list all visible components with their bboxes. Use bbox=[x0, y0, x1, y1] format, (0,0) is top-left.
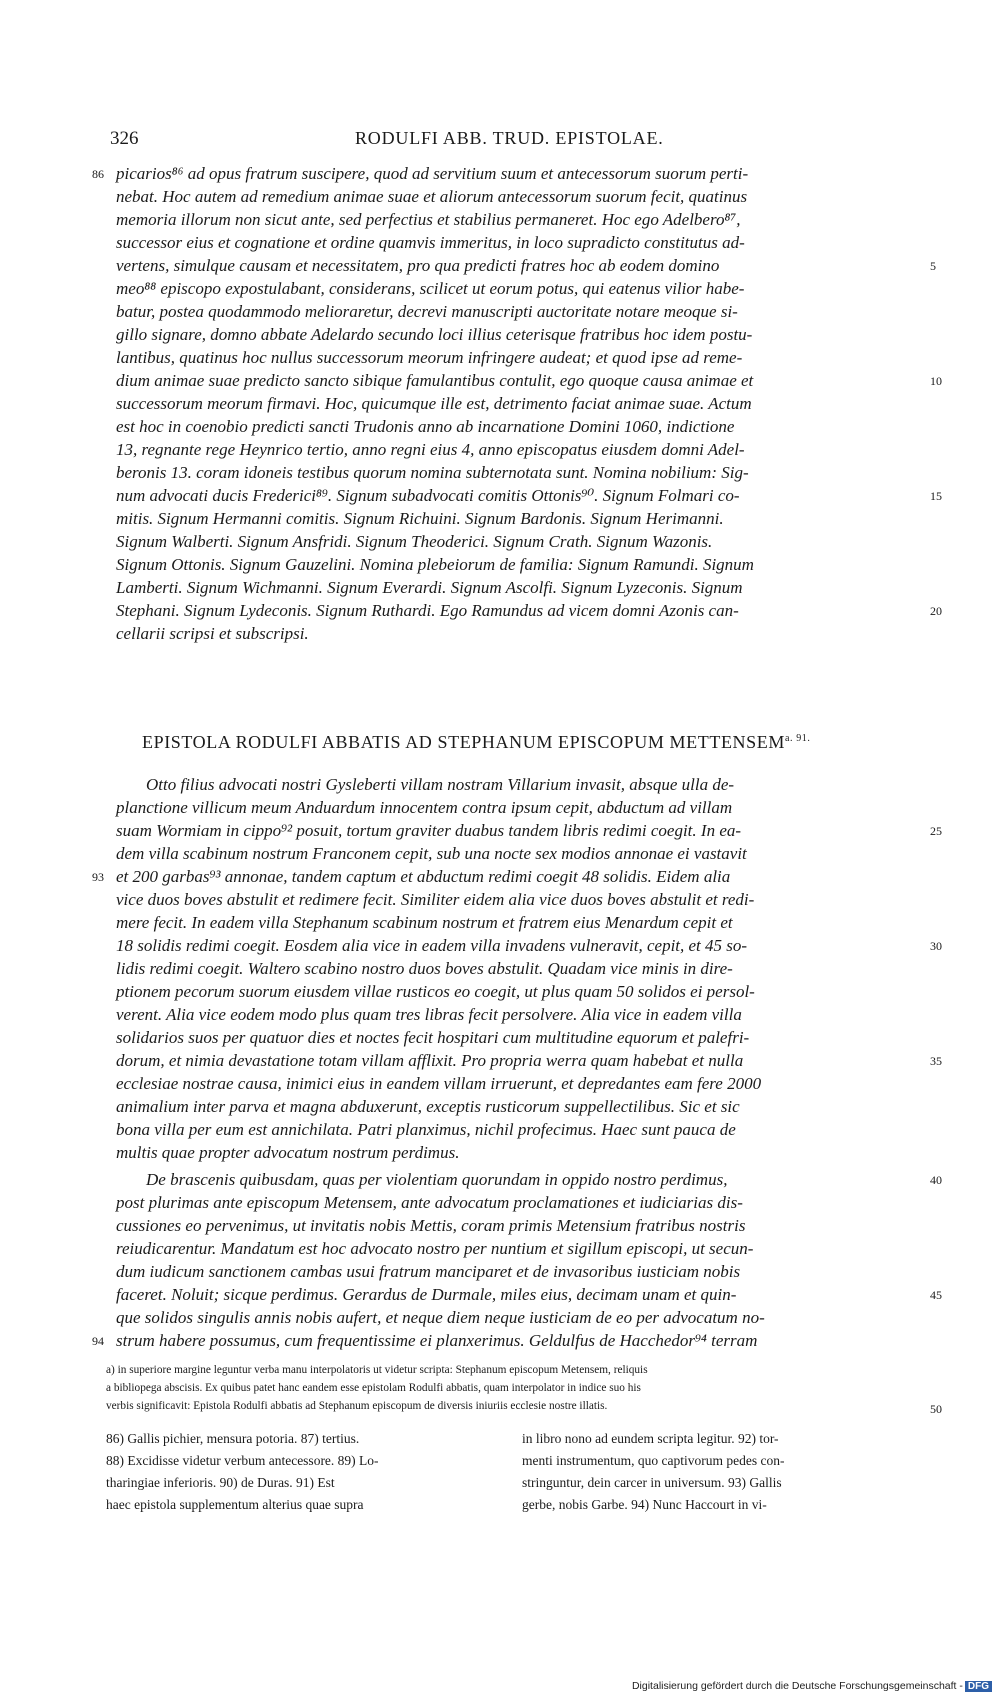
text-line: planctione villicum meum Anduardum innocentem contra ipsum cepit, abductum ad villam bbox=[116, 798, 733, 817]
dfg-logo: DFG bbox=[965, 1681, 992, 1692]
text-line: successorum meorum firmavi. Hoc, quicumque ille est, detrimento faciat animae suae. Actum bbox=[116, 394, 752, 413]
text-line: meo⁸⁸ episcopo expostulabant, considerans, scilicet ut eorum potus, qui eatenus vilior habe- bbox=[116, 279, 745, 298]
apparatus-line: a bibliopega abscisis. Ex quibus patet hanc eandem esse epistolam Rodulfi abbatis, quam interpolator in indice suo his bbox=[106, 1382, 641, 1394]
line-number: 35 bbox=[930, 1054, 942, 1068]
text-line: memoria illorum non sicut ante, sed perfectius et stabilius permaneret. Hoc ego Adelbero⁸⁷, bbox=[116, 210, 741, 229]
note-line: menti instrumentum, quo captivorum pedes con- bbox=[522, 1453, 785, 1468]
text-line: dum iudicum sanctionem cambas usui fratrum manciparet et de invasoribus iusticiam nobis bbox=[116, 1262, 741, 1281]
note-line: haec epistola supplementum alterius quae supra bbox=[106, 1497, 364, 1512]
text-line: vice duos boves abstulit et redimere fecit. Similiter eidem alia vice duos boves abstulit et redi- bbox=[116, 890, 755, 909]
text-line: reiudicarentur. Mandatum est hoc advocato nostro per nuntium et sigillum episcopi, ut secun- bbox=[116, 1239, 754, 1258]
note-line: tharingiae inferioris. 90) de Duras. 91) Est bbox=[106, 1475, 335, 1490]
digitization-credit bbox=[632, 1680, 992, 1692]
text-line: De brascenis quibusdam, quas per violentiam quorundam in oppido nostro perdimus, bbox=[146, 1170, 728, 1189]
text-line: 18 solidis redimi coegit. Eosdem alia vice in eadem villa invadens vulneravit, cepit, et 45 so- bbox=[116, 936, 748, 955]
text-line: cussiones eo pervenimus, ut invitatis nobis Mettis, coram primis Metensium fratribus nostris bbox=[116, 1216, 746, 1235]
letter-heading bbox=[142, 732, 811, 753]
note-line: 88) Excidisse videtur verbum antecessore. 89) Lo- bbox=[106, 1453, 379, 1468]
note-line: gerbe, nobis Garbe. 94) Nunc Haccourt in vi- bbox=[522, 1497, 767, 1512]
text-line: nebat. Hoc autem ad remedium animae suae et aliorum antecessorum suorum fecit, quatinus bbox=[116, 187, 748, 206]
text-line: faceret. Noluit; sicque perdimus. Gerardus de Durmale, miles eius, decimam unam et quin- bbox=[116, 1285, 737, 1304]
heading-superscript: a. 91. bbox=[784, 733, 811, 744]
apparatus-line: a) in superiore margine leguntur verba manu interpolatoris ut videtur scripta: Stephanum episcopum Metensem, reliquis bbox=[106, 1364, 648, 1376]
text-line: est hoc in coenobio predicti sancti Trudonis anno ab incarnatione Domini 1060, indictione bbox=[116, 417, 735, 436]
text-line: vertens, simulque causam et necessitatem, pro qua predicti fratres hoc ab eodem domino bbox=[116, 256, 720, 275]
left-margin-note-ref: 93 bbox=[92, 870, 104, 884]
line-number: 10 bbox=[930, 374, 942, 388]
line-number: 45 bbox=[930, 1288, 942, 1302]
credit-text: Digitalisierung gefördert durch die Deutsche Forschungsgemeinschaft - bbox=[631, 1680, 963, 1692]
text-line: strum habere possumus, cum frequentissime ei planxerimus. Geldulfus de Hacchedor⁹⁴ terram bbox=[116, 1331, 758, 1350]
text-line: batur, postea quodammodo melioraretur, decrevi manuscripti auctoritate notare meoque si- bbox=[116, 302, 738, 321]
text-line: lantibus, quatinus hoc nullus successorum meorum infringere audeat; et quod ipse ad reme- bbox=[116, 348, 743, 367]
left-margin-note-ref: 94 bbox=[92, 1334, 104, 1348]
heading-text: EPISTOLA RODULFI ABBATIS AD STEPHANUM EPISCOPUM METTENSEM bbox=[142, 732, 785, 752]
text-line: Lamberti. Signum Wichmanni. Signum Everardi. Signum Ascolfi. Signum Lyzeconis. Signum bbox=[116, 578, 743, 597]
text-line: mere fecit. In eadem villa Stephanum scabinum nostrum et fratrem eius Menardum cepit et bbox=[116, 913, 733, 932]
apparatus-line: verbis significavit: Epistola Rodulfi abbatis ad Stephanum episcopum de diversis iniuriis ecclesie nostre illatis. bbox=[106, 1400, 608, 1412]
text-line: num advocati ducis Frederici⁸⁹. Signum subadvocati comitis Ottonis⁹⁰. Signum Folmari co- bbox=[116, 486, 740, 505]
note-line: 86) Gallis pichier, mensura potoria. 87) tertius. bbox=[106, 1431, 360, 1446]
text-line: beronis 13. coram idoneis testibus quorum nomina subternotata sunt. Nomina nobilium: Sig- bbox=[116, 463, 749, 482]
line-number: 50 bbox=[930, 1402, 942, 1416]
line-number: 25 bbox=[930, 824, 942, 838]
text-line: mitis. Signum Hermanni comitis. Signum Richuini. Signum Bardonis. Signum Herimanni. bbox=[116, 509, 724, 528]
text-line: dorum, et nimia devastatione totam villam afflixit. Pro propria werra quam habebat et nulla bbox=[116, 1051, 744, 1070]
text-line: picarios⁸⁶ ad opus fratrum suscipere, quod ad servitium suum et antecessorum suorum perti- bbox=[116, 164, 749, 183]
left-margin-note-ref: 86 bbox=[92, 167, 104, 181]
line-number: 20 bbox=[930, 604, 942, 618]
text-line: gillo signare, domno abbate Adelardo secundo loci illius ceterisque fratribus hoc idem postu- bbox=[116, 325, 753, 344]
text-line: verent. Alia vice eodem modo plus quam tres libras fecit persolvere. Alia vice in eadem villa bbox=[116, 1005, 742, 1024]
text-line: cellarii scripsi et subscripsi. bbox=[116, 624, 309, 643]
line-number: 40 bbox=[930, 1173, 942, 1187]
line-number: 5 bbox=[930, 259, 936, 273]
text-line: Signum Ottonis. Signum Gauzelini. Nomina plebeiorum de familia: Signum Ramundi. Signum bbox=[116, 555, 754, 574]
text-line: et 200 garbas⁹³ annonae, tandem captum et abductum redimi coegit 48 solidis. Eidem alia bbox=[116, 867, 731, 886]
text-line: lidis redimi coegit. Waltero scabino nostro duos boves abstulit. Quadam vice minis in dire- bbox=[116, 959, 733, 978]
line-number: 15 bbox=[930, 489, 942, 503]
text-line: 13, regnante rege Heynrico tertio, anno regni eius 4, anno episcopatus eiusdem domni Adel- bbox=[116, 440, 745, 459]
text-line: solidarios suos per quatuor dies et noctes fecit hospitari cum multitudine equorum et palefri- bbox=[116, 1028, 750, 1047]
running-head: RODULFI ABB. TRUD. EPISTOLAE. bbox=[355, 128, 664, 148]
line-number: 30 bbox=[930, 939, 942, 953]
text-line: suam Wormiam in cippo⁹² posuit, tortum graviter duabus tandem libris redimi coegit. In ea- bbox=[116, 821, 742, 840]
note-line: in libro nono ad eundem scripta legitur. 92) tor- bbox=[522, 1431, 779, 1446]
text-line: dem villa scabinum nostrum Franconem cepit, sub una nocte sex modios annonae ei vastavit bbox=[116, 844, 747, 863]
text-line: que solidos singulis annis nobis aufert, et neque diem neque iusticiam de eo per advocatum no- bbox=[116, 1308, 765, 1327]
text-line: post plurimas ante episcopum Metensem, ante advocatum proclamationes et iudiciarias dis- bbox=[116, 1193, 743, 1212]
text-line: Otto filius advocati nostri Gysleberti villam nostram Villarium invasit, absque ulla de- bbox=[146, 775, 735, 794]
text-line: multis quae propter advocatum nostrum perdimus. bbox=[116, 1143, 460, 1162]
text-line: Stephani. Signum Lydeconis. Signum Ruthardi. Ego Ramundus ad vicem domni Azonis can- bbox=[116, 601, 739, 620]
page-number: 326 bbox=[110, 128, 139, 149]
text-line: dium animae suae predicto sancto sibique famulantibus contulit, ego quoque causa animae et bbox=[116, 371, 754, 390]
text-line: ptionem pecorum suorum eiusdem villae rusticos eo coegit, ut plus quam 50 solidos ei persol- bbox=[116, 982, 755, 1001]
text-line: successor eius et cognatione et ordine quamvis immeritus, in loco supradicto constitutus ad- bbox=[116, 233, 745, 252]
text-line: animalium inter parva et magna abduxerunt, exceptis rusticorum suppellectilibus. Sic et sic bbox=[116, 1097, 740, 1116]
text-line: bona villa per eum est annichilata. Patri planximus, nichil profecimus. Haec sunt pauca de bbox=[116, 1120, 736, 1139]
text-line: ecclesiae nostrae causa, inimici eius in eandem villam irruerunt, et depredantes eam fere 2000 bbox=[116, 1074, 762, 1093]
text-line: Signum Walberti. Signum Ansfridi. Signum Theoderici. Signum Crath. Signum Wazonis. bbox=[116, 532, 713, 551]
note-line: stringuntur, dein carcer in universum. 93) Gallis bbox=[522, 1475, 782, 1490]
